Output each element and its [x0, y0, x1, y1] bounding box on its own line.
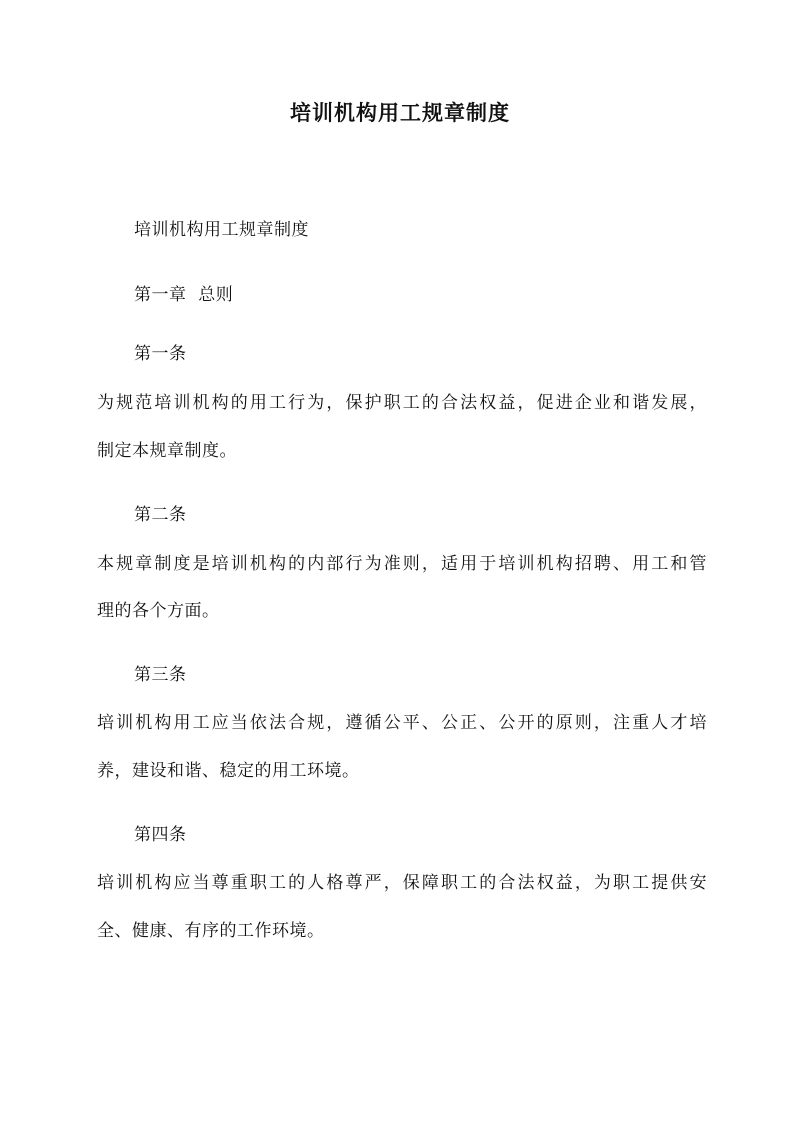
article-1-line-1: 为规范培训机构的用工行为，保护职工的合法权益，促进企业和谐发展， [97, 393, 707, 413]
article-1-line-2: 制定本规章制度。 [97, 441, 237, 461]
article-3-line-2: 养，建设和谐、稳定的用工环境。 [97, 761, 360, 781]
article-4-line-1: 培训机构应当尊重职工的人格尊严，保障职工的合法权益，为职工提供安 [97, 873, 707, 893]
chapter-heading: 第一章 总则 [134, 285, 234, 305]
article-3-heading: 第三条 [134, 665, 187, 685]
document-subtitle: 培训机构用工规章制度 [134, 220, 309, 240]
article-1-heading: 第一条 [134, 344, 187, 364]
article-2-line-2: 理的各个方面。 [97, 601, 220, 621]
article-4-heading: 第四条 [134, 825, 187, 845]
document-title: 培训机构用工规章制度 [290, 100, 510, 125]
article-2-heading: 第二条 [134, 505, 187, 525]
article-2-line-1: 本规章制度是培训机构的内部行为准则，适用于培训机构招聘、用工和管 [97, 554, 707, 574]
article-3-line-1: 培训机构用工应当依法合规，遵循公平、公正、公开的原则，注重人才培 [97, 713, 707, 733]
article-4-line-2: 全、健康、有序的工作环境。 [97, 921, 325, 941]
